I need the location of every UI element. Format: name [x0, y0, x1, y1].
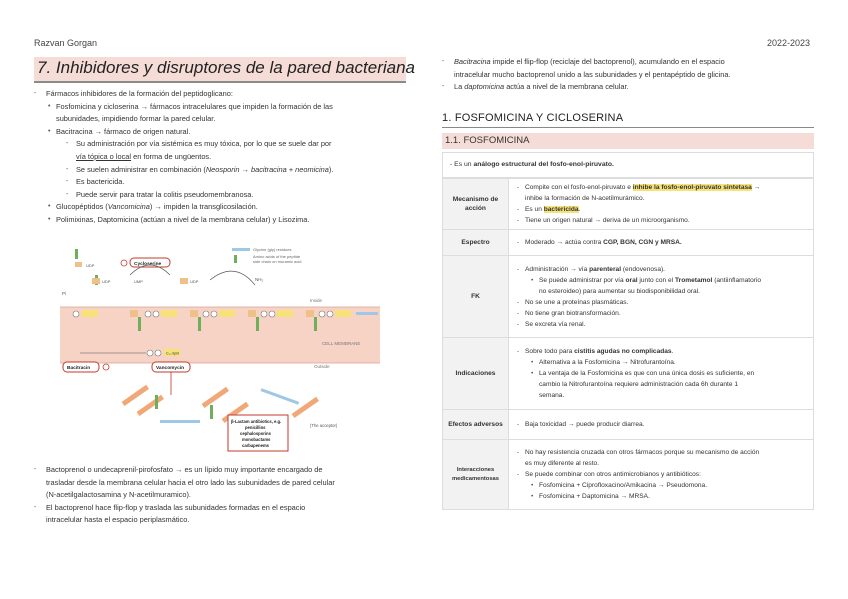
bullet: - Puede servir para tratar la colitis pseudomembranosa. — [66, 189, 254, 199]
year: 2022-2023 — [766, 38, 810, 48]
bacitracin-label: Bacitracin — [67, 366, 91, 371]
row-key: Mecanismo de acción — [443, 179, 509, 230]
blactam-line-5: carbapenems — [242, 443, 269, 448]
row-value: - Moderado → actúa contra CGP, BGN, CGN y MRSA. — [509, 230, 814, 256]
acceptor-label: (The acceptor) — [310, 423, 338, 428]
blactam-line-3: cephalosporins — [240, 431, 271, 436]
chapter-title: 7. Inhibidores y disruptores de la pared bacteriana — [37, 58, 416, 77]
bullet: • Bacitracina → fármaco de origen natural. — [48, 126, 191, 136]
bullet: • Polimixinas, Daptomicina (actúan a nivel de la membrana celular) y Lisozima. — [48, 214, 310, 224]
table-row — [443, 179, 814, 230]
bullet: - Se suelen administrar en combinación (Neosporin → bacitracina + neomicina). — [66, 164, 334, 174]
table-row — [443, 230, 814, 256]
cycloserine-label: Cycloserine — [134, 262, 162, 267]
bullet-cont: subunidades, impidiendo formar la pared celular. — [56, 114, 216, 124]
chapter-title-bar — [34, 57, 416, 81]
vancomycin-label: Vancomycin — [156, 366, 184, 371]
section-divider — [442, 127, 814, 128]
bullet-cont: (N-acetilgalactosamina y N-acetilmuramico). — [46, 490, 191, 500]
outside-label: Outside — [314, 364, 330, 369]
legend-aminoacids-1: Amino acids of the peptide — [253, 254, 301, 259]
row-value: - Sobre todo para cistitis agudas no complicadas. • Alternativa a la Fosfomicina → Nitrofurantoína. • La ventaja de la Fosfomicina es que con una única dosis es suficiente, en cambio la Nitrofurantoína requiere administración cada 6h durante 1 semana. — [509, 338, 814, 410]
right-top-bullets — [442, 56, 814, 94]
blactam-line-2: penicillins — [245, 425, 266, 430]
bullet-cont: vía tópica o local en forma de ungüentos. — [76, 151, 212, 161]
row-key: Espectro — [443, 230, 509, 256]
bullet: • Fosfomicina y cicloserina → fármacos intracelulares que impiden la formación de las — [48, 101, 333, 111]
table-row — [443, 256, 814, 338]
fosfomicina-table — [442, 178, 814, 510]
row-key: Efectos adversos — [443, 410, 509, 440]
peptidoglycan-synthesis-diagram — [60, 245, 380, 455]
bullet: - Su administración por vía sistémica es muy tóxica, por lo que se suele dar por — [66, 139, 332, 149]
row-key: FK — [443, 256, 509, 338]
intro-row: - Es un análogo estructural del fosfo-enol-piruvato. — [442, 152, 814, 178]
section-title: 1. FOSFOMICINA Y CICLOSERINA — [442, 112, 624, 124]
row-value: - Compite con el fosfo-enol-piruvato e inhibe la fosfo-enol-piruvato sintetasa → inhibe la formación de N-acetilmurámico. - Es un bactericida. - Tiene un origen natural → deriva de un microorganismo. — [509, 179, 814, 230]
table-row — [443, 338, 814, 410]
row-value: - Baja toxicidad → puede producir diarrea. — [509, 410, 814, 440]
bullet: • Glucopéptidos (Vancomicina) → impiden la transglicosilación. — [48, 202, 258, 212]
bullet: - Es bactericida. — [66, 177, 125, 187]
bullet: - Bacitracina impide el flip-flop (reciclaje del bactoprenol), acumulando en el espacio — [442, 57, 725, 66]
bullet-cont: intracelular mucho bactoprenol unido a las subunidades y el pentapéptido de glicina. — [454, 69, 731, 79]
row-key: Interacciones medicamentosas — [443, 440, 509, 510]
author: Razvan Gorgan — [34, 38, 98, 48]
udp-label-2: UDP — [102, 279, 111, 284]
bullet: - Bactoprenol o undecaprenil-pirofosfato → es un lípido muy importante encargado de — [34, 465, 323, 474]
table-row — [443, 440, 814, 510]
legend-aminoacids-2: side chain on muramic acid — [253, 259, 302, 264]
bullet: - Fármacos inhibidores de la formación del peptidoglicano: — [34, 89, 233, 98]
row-key: Indicaciones — [443, 338, 509, 410]
subsection-bar — [442, 133, 814, 149]
lower-bullets — [34, 464, 406, 527]
row-value: - Administración → vía parenteral (endovenosa). • Se puede administrar por vía oral junto con el Trometamol (antiinflamatorio no esteroideo) para aumentar su biodisponibilidad oral. - No se une a proteínas plasmáticas. - No tiene gran biotransformación. - Se excreta vía renal. — [509, 256, 814, 338]
blactam-line-4: monobactams — [242, 437, 271, 442]
legend-glycine: Glycine (gly) residues — [253, 247, 292, 252]
bullet-cont: intracelular hasta el espacio periplasmático. — [46, 515, 190, 525]
udp-label-3: UDP — [190, 279, 199, 284]
bullet: - El bactoprenol hace flip-flop y traslada las subunidades formadas en el espacio — [34, 502, 306, 512]
bullet: - La daptomicina actúa a nivel de la membrana celular. — [442, 82, 629, 92]
title-divider — [34, 81, 406, 83]
pi-label: Pi — [62, 291, 67, 296]
udp-label-1: UDP — [86, 263, 95, 268]
cell-wall-strands — [122, 385, 319, 429]
left-bullets — [34, 88, 406, 227]
row-value: - No hay resistencia cruzada con otros fármacos porque su mecanismo de acción es muy diferente al resto. - Se puede combinar con otros antimicrobianos y antibióticos: • Fosfomicina + Ciprofloxacino/Amikacina → Pseudomona. • Fosfomicina + Daptomicina → MRSA. — [509, 440, 814, 510]
blactam-line-1: β-Lactam antibiotics, e.g. — [231, 419, 282, 424]
ump-label: UMP — [134, 279, 143, 284]
table-row — [443, 410, 814, 440]
subsection-title: 1.1. FOSFOMICINA — [445, 135, 530, 146]
nh3-label: NH₂ — [255, 277, 264, 282]
membrane-label: CELL MEMBRANE — [322, 341, 361, 346]
bullet-cont: trasladar desde la membrana celular hacia el otro lado las subunidades de pared celular — [46, 477, 335, 487]
inside-label: Inside — [310, 298, 323, 303]
lipid-label: C₅₅ lipid — [166, 351, 179, 356]
